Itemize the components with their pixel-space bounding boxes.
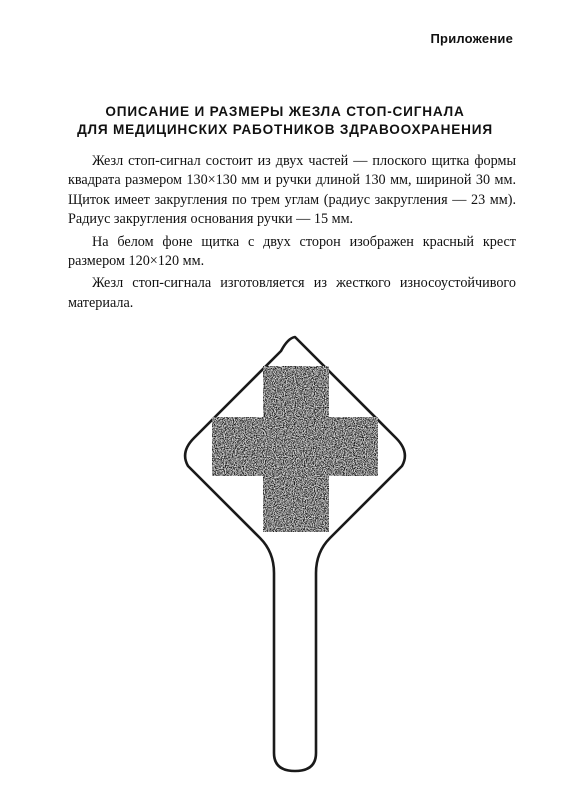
paragraph-description: Жезл стоп-сигнал состоит из двух частей — плоского щитка формы квадрата размером 130×130 мм и ручки длиной 130 мм, шириной 30 мм. Щиток имеет закругления по трем углам (радиус закругления — 23 мм). Радиус закругления основания ручки — 15 мм. xyxy=(68,153,516,228)
appendix-label: Приложение xyxy=(430,31,513,46)
document-title xyxy=(40,103,530,139)
paragraph-material: Жезл стоп-сигнала изготовляется из жесткого износоустойчивого материала. xyxy=(68,275,516,311)
document-body xyxy=(68,152,516,316)
title-line-1: ОПИСАНИЕ И РАЗМЕРЫ ЖЕЗЛА СТОП-СИГНАЛА xyxy=(105,104,465,119)
title-line-2: ДЛЯ МЕДИЦИНСКИХ РАБОТНИКОВ ЗДРАВООХРАНЕНИЯ xyxy=(77,122,493,137)
paragraph-cross: На белом фоне щитка с двух сторон изображен красный крест размером 120×120 мм. xyxy=(68,233,516,270)
cross-horizontal-bar xyxy=(212,417,378,476)
stop-signal-wand-figure xyxy=(170,333,420,778)
